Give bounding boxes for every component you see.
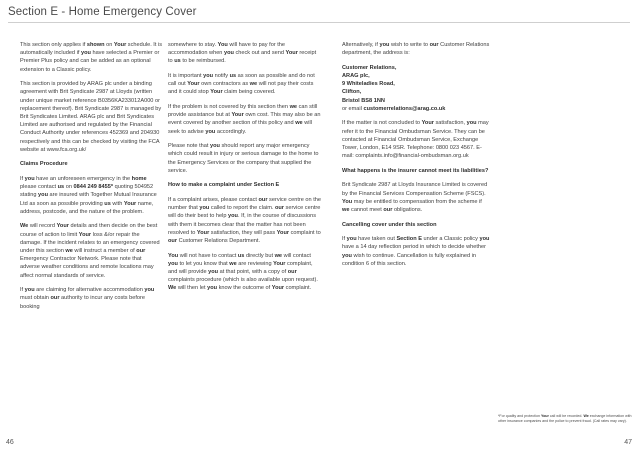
claims-contact-paragraph: If you have an unforeseen emergency in the home please contact us on 0844 249 8455* quoting 504952 stating you are insured with Together Mutual Insurance Ltd as soon as possible providing us with Your name, address, postcode, and the nature of the problem. <box>20 176 157 215</box>
footnote: *For quality and protection Your call will be recorded. We exchange information with other insurance companies and the police to prevent fraud. (Call rates may vary). <box>498 414 632 423</box>
cancelling-paragraph: If you have taken out Section E under a Classic policy you have a 14 day reflection period in which to decide whether you wish to continue. Cancellation is fully explained in condition 6 of this section. <box>342 236 490 267</box>
complaint-heading: How to make a complaint under Section E <box>168 182 280 189</box>
address-block: Customer Relations, ARAG plc, 9 Whiteladies Road, Clifton, Bristol BS8 1NN <box>342 64 397 104</box>
provider-paragraph: This section is provided by ARAG plc under a binding agreement with Brit Syndicate 2987 at Lloyds (written under unique market reference B0356KA233012A000 or replacement thereof). Brit Syndicate 2987 is managed by Brit Syndicates Limited. ARAG plc and Brit Syndicates Limited are authorised and regulated by the Financial Conduct Authority under references 452369 and 204930 respectively and this can be checked by visiting the FCA website at www.fca.org.uk/ <box>20 81 162 153</box>
intro-paragraph: This section only applies if shown on Your schedule. It is automatically included if you have selected a Premier or Premier Plus policy and can be added as an optional extension to a Classic policy. <box>20 42 163 73</box>
page-number-right: 47 <box>624 439 632 446</box>
ombudsman-paragraph: If the matter is not concluded to Your satisfaction, you may refer it to the Financial Ombudsman Service. They can be contacted at Financial Ombudsman Service, Exchange Tower, London, E14 9SR. Telephone: 0800 023 4567. E-mail: complaints.info@financial-ombudsman.org.uk <box>342 120 489 160</box>
write-to-paragraph: Alternatively, if you wish to write to our Customer Relations department, the address is: <box>342 42 490 57</box>
cancelling-heading: Cancelling cover under this section <box>342 221 437 228</box>
column-right <box>342 41 490 274</box>
page-number-left: 46 <box>6 439 14 446</box>
reimbursement-paragraph: somewhere to stay. You will have to pay for the accommodation when you check out and send Your receipt to us to be reimbursed. <box>168 42 317 65</box>
notify-paragraph: It is important you notify us as soon as possible and do not call out Your own contractors as we will not pay their costs and it could stop Your claim being covered. <box>168 73 315 96</box>
column-middle <box>168 41 321 299</box>
page-title: Section E - Home Emergency Cover <box>8 6 630 23</box>
email-line: or email customerrelations@arag.co.uk <box>342 105 446 112</box>
complaint-paragraph: If a complaint arises, please contact our service centre on the number that you called to report the claim. our service centre will do their best to help you. If, in the course of discussions with them it becomes clear that the matter has not been resolved to Your satisfaction, they will pass Your complaint to our Customer Relations Department. <box>168 197 321 245</box>
liabilities-heading: What happens is the insurer cannot meet its liabilities? <box>342 167 489 174</box>
claims-procedure-heading: Claims Procedure <box>20 161 68 168</box>
complaint-review-paragraph: You will not have to contact us directly but we will contact you to let you know that we are reviewing Your complaint, and will provide you at that point, with a copy of our complaints procedure (which is also available upon request). We will then let you know the outcome of Your complaint. <box>168 252 318 292</box>
column-left <box>20 41 162 317</box>
record-details-paragraph: We will record Your details and then decide on the best course of action to limit Your loss &/or repair the damage. If the incident relates to an emergency covered under this section we will instruct a member of our Emergency Contractor Network. Please note that adverse weather conditions and remote locations may affect normal standards of service. <box>20 223 160 279</box>
report-emergency-paragraph: Please note that you should report any major emergency which could result in injury or serious damage to the home to the Emergency Services or the company that supplied the service. <box>168 143 319 174</box>
email-link[interactable]: customerrelations@arag.co.uk <box>363 105 446 112</box>
fscs-paragraph: Brit Syndicate 2987 at Lloyds Insurance Limited is covered by the Financial Services Compensation Scheme (FSCS). You may be entitled to compensation from the scheme if we cannot meet our obligations. <box>342 182 488 214</box>
not-covered-paragraph: If the problem is not covered by this section then we can still provide assistance but at Your own cost. This may also be an event covered by another section of this policy and we will seek to advise you accordingly. <box>168 104 321 135</box>
accommodation-paragraph: If you are claiming for alternative accommodation you must obtain our authority to incur any costs before booking <box>20 287 155 310</box>
claims-phone-number: 0844 249 8455* <box>73 184 114 191</box>
